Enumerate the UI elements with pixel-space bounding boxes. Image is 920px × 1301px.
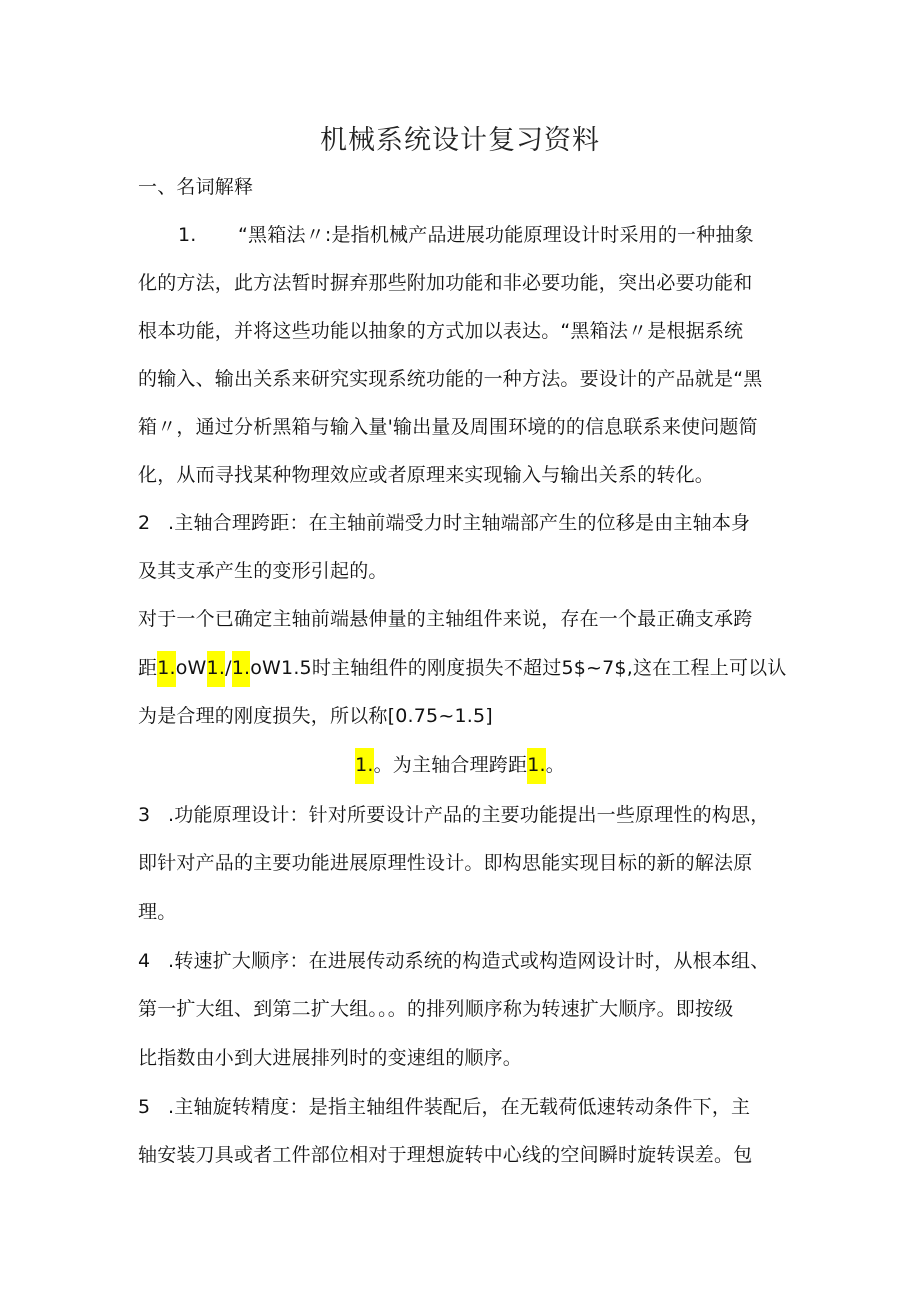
item-2-centered-line xyxy=(0,752,920,778)
item-1-line-3: 根本功能，并将这些功能以抽象的方式加以表达。“黑箱法〃是根据系统 xyxy=(138,320,744,342)
formula-prefix: 距 xyxy=(138,657,158,679)
highlight-mark: 1. xyxy=(527,748,546,784)
highlight-mark: 1. xyxy=(207,651,226,687)
item-5-line-2: 轴安装刀具或者工件部位相对于理想旋转中心线的空间瞬时旋转误差。包 xyxy=(138,1144,753,1166)
item-2-line-4: 为是合理的刚度损失，所以称[0.75~1.5] xyxy=(138,705,493,727)
item-1-line-4: 的输入、输出关系来研究实现系统功能的一种方法。要设计的产品就是“黑 xyxy=(138,368,763,390)
highlight-mark: 1. xyxy=(355,748,374,784)
item-2-line-2: 及其支承产生的变形引起的。 xyxy=(138,560,388,582)
item-1-line-1: “黑箱法〃:是指机械产品进展功能原理设计时采用的一种抽象 xyxy=(238,224,754,246)
item-1-number: 1. xyxy=(178,224,197,246)
formula-text: oW xyxy=(175,657,207,679)
formula-text: oW1.5时主轴组件的刚度损失不超过5$~7$,这在工程上可以认 xyxy=(250,657,787,679)
item-2-number: 2 xyxy=(138,512,151,534)
item-1-line-6: 化，从而寻找某种物理效应或者原理来实现输入与输出关系的转化。 xyxy=(138,464,715,486)
item-5-line-1: .主轴旋转精度：是指主轴组件装配后，在无载荷低速转动条件下，主 xyxy=(168,1096,751,1118)
item-2-line-3: 对于一个已确定主轴前端悬伸量的主轴组件来说，存在一个最正确支承跨 xyxy=(138,608,753,630)
item-2-line-1: .主轴合理跨距：在主轴前端受力时主轴端部产生的位移是由主轴本身 xyxy=(168,512,751,534)
item-1-line-2: 化的方法，此方法暂时摒弃那些附加功能和非必要功能，突出必要功能和 xyxy=(138,272,753,294)
item-5-number: 5 xyxy=(138,1096,151,1118)
item-4-line-3: 比指数由小到大进展排列时的变速组的顺序。 xyxy=(138,1047,523,1069)
highlight-mark: 1. xyxy=(157,651,176,687)
item-3-number: 3 xyxy=(138,804,151,826)
item-2-formula-line xyxy=(138,655,787,681)
item-1-line-5: 箱〃，通过分析黑箱与输入量'输出量及周围环境的的信息联系来使问题简 xyxy=(138,416,758,438)
centered-text: 。 xyxy=(545,754,565,776)
item-4-line-2: 第一扩大组、到第二扩大组。。。的排列顺序称为转速扩大顺序。即按级 xyxy=(138,998,734,1020)
item-3-line-1: .功能原理设计：针对所要设计产品的主要功能提出一些原理性的构思， xyxy=(168,804,770,826)
highlight-mark: 1. xyxy=(232,651,251,687)
page-title: 机械系统设计复习资料 xyxy=(320,125,600,156)
item-3-line-3: 理。 xyxy=(138,901,177,923)
item-4-number: 4 xyxy=(138,950,151,972)
formula-text: / xyxy=(225,657,232,679)
centered-text: 。为主轴合理跨距 xyxy=(373,754,528,776)
item-3-line-2: 即针对产品的主要功能进展原理性设计。即构思能实现目标的新的解法原 xyxy=(138,852,753,874)
item-4-line-1: .转速扩大顺序：在进展传动系统的构造式或构造网设计时，从根本组、 xyxy=(168,950,770,972)
section-heading: 一、名词解释 xyxy=(138,176,254,198)
